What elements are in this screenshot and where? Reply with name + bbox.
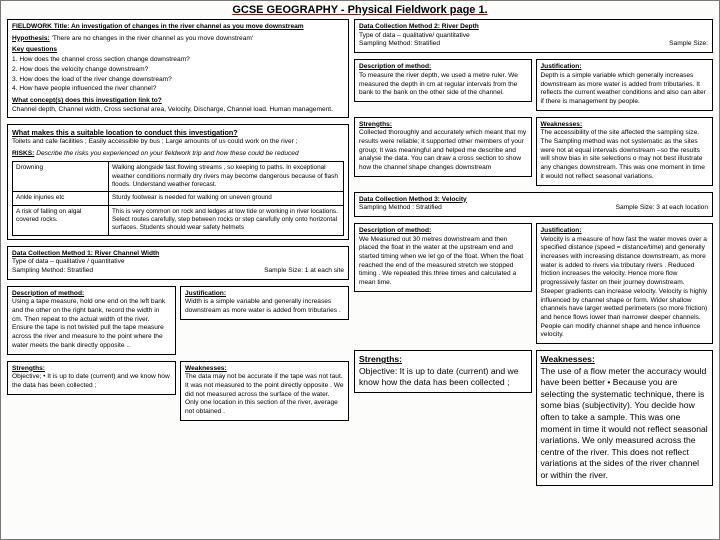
method1-description-box xyxy=(7,286,176,355)
method2-strengths-label: Strengths: xyxy=(359,120,392,128)
fieldwork-overview-box xyxy=(7,19,349,118)
method1-strengths-box xyxy=(7,361,176,395)
method3-justification-label: Justification: xyxy=(540,226,582,234)
hypothesis-text: 'There are no changes in the river channel as you move downstream' xyxy=(51,34,254,42)
method1-sampling-line xyxy=(12,267,344,276)
mitigation-cell: Walking alongside fast flowing streams , so keeping to paths. In exceptional weather conditions normally dry rivers may become dangerous because of flash floods. Understand weather forecast. xyxy=(108,162,343,192)
method2-justification-text: Depth is a simple variable which generally increases downstream as more water is added from tributaries. It reflects the current weather conditions and also can alter if there is management by people. xyxy=(540,71,706,105)
method1-header-box xyxy=(7,246,349,280)
location-risks-box xyxy=(7,124,349,239)
method3-strengths-text: Objective: It is up to date (current) and we know how the data has been collected ; xyxy=(359,365,519,388)
method3-weaknesses-label: Weaknesses: xyxy=(540,354,595,365)
method2-weaknesses-label: Weaknesses: xyxy=(540,120,583,128)
method1-justification-box xyxy=(180,286,349,320)
method1-justification-text: Width is a simple variable and generally increases downstream as more water is added from tributaries . xyxy=(185,298,341,315)
method1-sampling: Sampling Method: Stratified xyxy=(12,266,93,274)
method1-strengths-label: Strengths: xyxy=(12,364,45,372)
location-reasons: Toilets and cafe facilities ; Easily accessible by bus ; Large amounts of us could work on the river ; xyxy=(12,137,298,145)
risk-cell: A risk of falling on algal covered rocks. xyxy=(13,205,109,235)
concepts-text: Channel depth, Channel width, Cross sectional area, Velocity, Discharge, Channel load. Human management. xyxy=(12,105,333,113)
method2-type-line: Type of data – qualitative/ quantitative xyxy=(359,31,470,39)
key-questions-label: Key questions xyxy=(12,46,58,54)
method2-header-box xyxy=(354,19,713,53)
method1-description-text: Using a tape measure, hold one end on the left bank and the other on the right bank, record the width in cm. Then repeat to the actual width of the river. Ensure the tape is not twisted pull the tape measure across the river and measure to the point where the water meets the bank directly opposite .. xyxy=(12,298,166,349)
method3-weaknesses-text: The use of a flow meter the accuracy would have been better • Because you are selecting the systematic technique, there is some bias (subjectivity). You decide how often to take a sample. This was one moment in time it would not reflect seasonal variations. We only measured across the centre of the river. This does not reflect variations at the sides of the river channel or within the river. xyxy=(540,365,708,481)
method1-description-label: Description of method: xyxy=(12,289,85,297)
method2-description-label: Description of method: xyxy=(359,63,432,71)
method3-weaknesses-box xyxy=(536,350,714,486)
method2-description-text: To measure the river depth, we used a metre ruler. We measured the depth in cm at regular intervals from the bank to the bank on the other side of the channel. xyxy=(359,71,518,97)
method3-description-text: We Measured out 30 metres downstream and then placed the float in the water at the upstream end and started timing when we let go of the float. When the float reached the end of the measured stretch we stopped timing . We repeated this three times and calculated a mean time. xyxy=(359,235,524,287)
risk-row xyxy=(13,162,344,192)
mitigation-cell: This is very common on rock and ledges at low tide or working in river locations. Select routes carefully, step between rocks or step carefully only onto horizontal surfaces. Students should wear safety helmets xyxy=(108,205,343,235)
method2-heading: Data Collection Method 2: River Depth xyxy=(359,23,479,30)
method1-str-weak-row xyxy=(7,361,349,421)
method1-type-line: Type of data – qualitative / quantitative xyxy=(12,258,125,266)
method3-header-box xyxy=(354,192,713,217)
method1-strengths-text: Objective; • It is up to date (current) and we know how the data has been collected ; xyxy=(12,373,170,389)
method2-weaknesses-text: The accessibility of the site affected the sampling size. The Sampling method was not systematic as the sites were not at equal intervals downstream –so the results will show bias in site selections o may not best illustrate any changes downstream. This was one moment in time it would not reflect seasonal variations. xyxy=(540,129,705,180)
method1-heading: Data Collection Method 1: River Channel Width xyxy=(12,249,160,257)
method3-str-weak-row xyxy=(354,350,713,486)
method3-description-label: Description of method: xyxy=(359,226,432,234)
method3-justification-text: Velocity is a measure of how fast the water moves over a specified distance (speed = distance/time) and generally increases with increasing distance downstream, as more water is added to rivers via tributary rivers . Reduced friction increases the velocity. Hence more flow progressively faster on their journey downstream. Steeper gradients can increase velocity. Velocity is highly influenced by channel shape or form. Wider shallow channels have larger wetted perimeters (so more friction) and hence flows lower than narrower deeper channels. People can modify channel shape and hence influence velocity. xyxy=(540,235,708,339)
right-column xyxy=(354,19,713,486)
method3-sampling-line xyxy=(359,204,708,213)
risks-intro: Describe the risks you experienced on your fieldwork trip and how these could be reduced xyxy=(36,149,299,157)
risks-label: RISKS: xyxy=(12,149,35,157)
method2-str-weak-row xyxy=(354,117,713,186)
risk-row xyxy=(13,192,344,205)
key-questions-list xyxy=(12,56,344,94)
risk-cell: Drowning xyxy=(13,162,109,192)
method2-strengths-text: Collected thoroughly and accurately which meant that my results were reliable; it supported other members of your group; It was meaningful and helped me describe and analyse the data. You can draw a cross section to show how the channel shape changes downstream xyxy=(359,129,527,172)
method2-justification-label: Justification: xyxy=(540,63,582,71)
method2-sampling: Sampling Method: Stratified xyxy=(359,40,440,48)
concepts-label: What concept(s) does this investigation link to? xyxy=(12,96,162,104)
mitigation-cell: Sturdy footwear is needed for walking on uneven ground xyxy=(108,192,343,205)
key-question: 4. How have people influenced the river channel? xyxy=(12,85,157,93)
method3-strengths-label: Strengths: xyxy=(359,354,402,365)
fieldwork-title: FIELDWORK Title: An investigation of changes in the river channel as you move downstream xyxy=(12,23,304,30)
method3-description-box xyxy=(354,223,532,292)
method2-justification-box xyxy=(536,59,714,111)
method2-description-box xyxy=(354,59,532,102)
risk-cell: Ankle injuries etc xyxy=(13,192,109,205)
key-question: 3. How does the load of the river change downstream? xyxy=(12,75,172,83)
method1-sample-size: Sample Size: 1 at each site xyxy=(264,266,344,274)
risks-table xyxy=(12,161,344,235)
risk-row xyxy=(13,205,344,235)
method2-sampling-line xyxy=(359,40,708,49)
method2-strengths-box xyxy=(354,117,532,177)
method3-strengths-box xyxy=(354,350,532,393)
key-question: 1. How does the channel cross section change downstream? xyxy=(12,56,190,64)
method2-desc-just-row xyxy=(354,59,713,111)
hypothesis-line xyxy=(12,35,344,44)
method1-justification-label: Justification: xyxy=(185,289,227,297)
risks-line xyxy=(12,150,344,159)
method3-sampling: Sampling Method : Stratified xyxy=(359,204,442,212)
method3-justification-box xyxy=(536,223,714,344)
method2-weaknesses-box xyxy=(536,117,714,186)
method1-weaknesses-text: The data may not be accurate if the tape was not taut. It was not measured to the point directly opposite . We did not measured across the surface of the water. Only one location in this section of the river, average not obtained . xyxy=(185,373,344,416)
method1-weaknesses-box xyxy=(180,361,349,421)
page-title: GCSE GEOGRAPHY - Physical Fieldwork page 1. xyxy=(232,4,488,16)
location-heading: What makes this a suitable location to conduct this investigation? xyxy=(12,128,238,138)
method3-desc-just-row xyxy=(354,223,713,344)
method3-heading: Data Collection Method 3: Velocity xyxy=(359,195,467,203)
method2-sample-size: Sample Size: xyxy=(669,40,708,48)
left-column xyxy=(7,19,349,421)
method1-weaknesses-label: Weaknesses: xyxy=(185,364,227,372)
content-columns xyxy=(7,19,713,486)
method3-sample-size: Sample Size: 3 at each location xyxy=(615,204,708,212)
hypothesis-label: Hypothesis: xyxy=(12,34,50,42)
method1-desc-just-row xyxy=(7,286,349,355)
key-question: 2. How does the velocity change downstream? xyxy=(12,65,149,73)
